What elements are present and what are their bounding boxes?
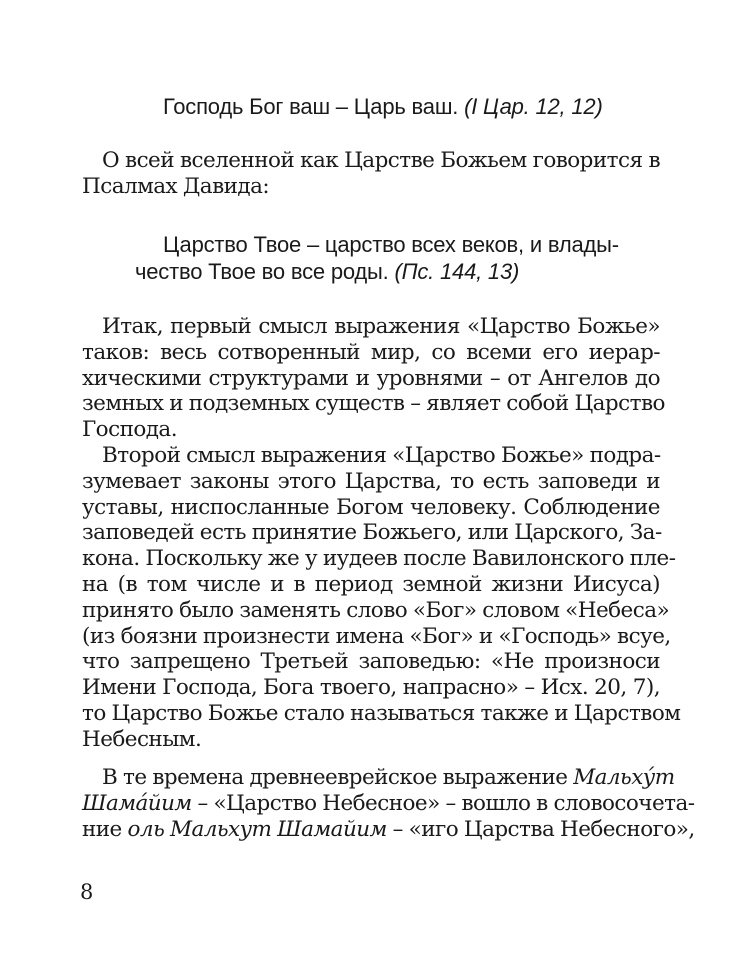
paragraph-line: таков: весь сотворенный мир, со всеми его иерар- (82, 339, 660, 365)
paragraph-line: зумевает законы этого Царства, то есть заповеди и (82, 468, 660, 494)
paragraph-1 (82, 314, 665, 443)
hebrew-term: Мальху́т (573, 765, 675, 790)
quote-1 (163, 90, 603, 123)
paragraph-2 (82, 443, 681, 753)
paragraph-line: уставы, ниспосланные Богом человеку. Соблюдение (82, 494, 660, 520)
paragraph-line: Небесным. (82, 726, 202, 752)
paragraph-line: хическими структурами и уровнями – от Ангелов до (82, 365, 660, 391)
quote-1-text: Господь Бог ваш – Царь ваш. (163, 94, 465, 119)
intro-paragraph (82, 148, 660, 200)
text-run: – «Царство Небесное» – вошло в словосочета- (191, 790, 695, 816)
paragraph-line: Имени Господа, Бога твоего, напрасно» – Исх. 20, 7), (82, 675, 660, 701)
paragraph-line: заповедей есть принятие Божьего, или Царского, За- (82, 520, 662, 546)
paragraph-line: что запрещено Третьей заповедью: «Не произноси (82, 649, 660, 675)
paragraph-line: на (в том числе и в период земной жизни Иисуса) (82, 571, 660, 597)
quote-2-reference: (Пс. 144, 13) (394, 259, 520, 284)
text-run: ние (82, 816, 128, 842)
hebrew-term: оль Мальхут Шамайим (127, 816, 387, 842)
quote-2-line-2 (135, 255, 519, 288)
paragraph-line: Итак, первый смысл выражения «Царство Божье» (102, 314, 660, 339)
paragraph-line: земных и подземных существ – являет собой Царство (82, 391, 665, 417)
intro-line: Псалмах Давида: (82, 173, 270, 199)
paragraph-line: то Царство Божье стало называться также и Царством (82, 700, 681, 726)
paragraph-line (82, 816, 695, 843)
paragraph-line: принято было заменять слово «Бог» словом «Небеса» (82, 597, 670, 623)
paragraph-line: Господа. (82, 417, 177, 443)
intro-line: О всей вселенной как Царстве Божьем говорится в (102, 148, 660, 173)
paragraph-3 (82, 765, 695, 842)
quote-2-text-2: чество Твое во все роды. (135, 259, 395, 284)
paragraph-line: (из боязни произнести имена «Бог» и «Господь» всуе, (82, 623, 671, 649)
quote-2-text-1: Царство Твое – царство всех веков, и влады- (163, 232, 619, 257)
page-number: 8 (80, 880, 94, 904)
paragraph-line (82, 790, 695, 817)
paragraph-line: Второй смысл выражения «Царство Божье» подра- (102, 443, 661, 468)
text-run: – «иго Царства Небесного», (386, 816, 695, 842)
quote-1-reference: (I Цар. 12, 12) (464, 94, 603, 119)
paragraph-line (82, 765, 675, 791)
paragraph-line: кона. Поскольку же у иудеев после Вавилонского пле- (82, 546, 676, 572)
text-run: В те времена древнееврейское выражение (102, 765, 574, 790)
hebrew-term: Шама́йим (82, 790, 192, 816)
